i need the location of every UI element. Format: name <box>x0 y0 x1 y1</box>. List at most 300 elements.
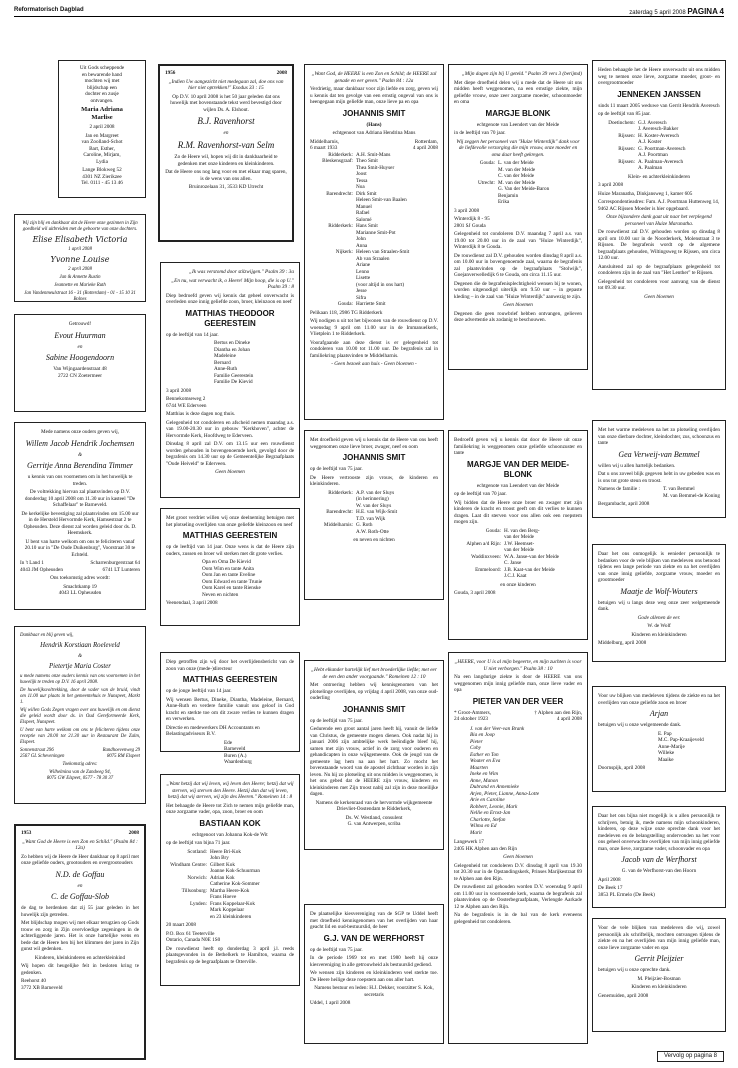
condolence-church-council <box>304 660 444 850</box>
place-label: Gouda: <box>479 160 495 166</box>
text-2: De voltrekking hiervan zal plaatsvinden op D.V. donderdag 10 april 2008 om 11.30 uur in kasteel "De Schaffelaar" te Barneveld. <box>24 489 136 508</box>
text-1: u mede namens onze ouders kennis van ons voornemen in het huwelijk te treden op D.V. 16 april 2008. <box>20 674 140 686</box>
list-line: 6 maart 1933 <box>310 145 338 151</box>
text-5: Ons toekomstig adres wordt: <box>50 575 110 581</box>
list-line: Reehorst 40 <box>21 978 46 984</box>
years <box>165 70 287 77</box>
bride-name: Gerritje Anna Berendina Timmer <box>27 461 133 470</box>
person-name: Erika <box>498 199 510 205</box>
no-flowers: Geen bloemen <box>503 854 533 860</box>
person-name: C. Janse <box>504 560 522 566</box>
list-line: Ontario, Canada N0E 1S0 <box>166 937 221 943</box>
text-1: Diep bedroefd geven wij kennis dat geheel onverwacht is overleden onze innig geliefde zoon, broer, kleinzoon en neef <box>166 292 294 305</box>
born <box>454 710 491 723</box>
place-label: Gouda: <box>337 301 353 307</box>
person-name: Mark Koppelaar <box>210 907 245 913</box>
intro: Wij zijn blij en dankbaar dat de Heere onze gezinnen in Zijn goedheid wil uitbreiden met de geboorte van onze dochters. <box>22 221 138 232</box>
list-line: Jan en Margreet <box>85 132 119 139</box>
list-line: Maaike <box>658 756 674 763</box>
place-label: Gouda: <box>485 527 501 534</box>
family-list <box>214 340 294 386</box>
list-line: Maarten <box>470 764 488 771</box>
thanks-quote: Wij zeggen het personeel van "Huize Winterdijk" dank voor de liefdevolle verzorging die mijn vrouw, onze moeder en oma daar heeft gekregen. <box>456 138 580 158</box>
person-name: J.B. Kaat-van der Meide <box>504 566 555 573</box>
sign-2: W. de Wolf <box>647 623 671 629</box>
deceased-name: Maatje de Wolf-Wouters <box>620 586 698 596</box>
address-left <box>20 748 64 760</box>
person-name: Hans Smit <box>356 223 378 229</box>
person-name: (voor altijd in ons hart) <box>356 281 405 288</box>
text-2: De huwelijksvoltrekking, door de vader van de bruid, vindt om 11.00 uur plaats in het gemeentehuis te Nunspeet, Markt 1. <box>20 688 140 706</box>
family-row <box>310 301 438 308</box>
place-label: Ridderkerk: <box>328 489 353 496</box>
bride-name: Sabine Hoogendoorn <box>45 353 115 362</box>
deceased-name: JOHANNIS SMIT <box>342 108 406 118</box>
address: Pelikaan 118, 2986 TG Ridderkerk <box>310 309 383 316</box>
person-name: H.E. van Wijk-Smit <box>356 509 398 515</box>
deceased-name: Gea Verweij-van Bemmel <box>618 449 700 459</box>
groom-name: Evout Huurman <box>54 330 106 340</box>
deceased-name: Gerrit Pleijzier <box>634 954 684 963</box>
deceased-name: MATTHIAS THEODOOR GEERESTEIN <box>185 308 275 328</box>
text-2: Gelegenheid tot condoleren D.V. dinsdag 8 april van 19.30 tot 20.30 uur in de Opstandingskerk, Prinses Marijkestraat 69 te Alphen aan den Rijn. <box>454 862 582 882</box>
person-name: H. van den Berg- <box>504 527 540 534</box>
nickname: (Hans) <box>366 121 382 128</box>
deceased-name: MATTHIAS GEERESTEIN <box>182 531 278 540</box>
list-line: 4301 NZ Zierikzee <box>82 173 122 180</box>
date-1: 1 april 2008 <box>68 246 92 252</box>
text-2: In de periode 1969 tot en met 1980 heeft hij onze kiesvereniging in alle getrouwheid als bestuurslid gediend. <box>310 955 438 968</box>
place-label <box>310 529 356 536</box>
no-flowers: Geen bloemen <box>644 293 674 300</box>
deceased-name: Jacob van de Werfhorst <box>621 855 697 864</box>
family-names <box>64 133 140 166</box>
text-1: Voor de vele blijken van medeleven die wij, zowel persoonlijk als schriftelijk, mochten ontvangen tijdens de ziekte en na het overlijden van mijn innig geliefde man, onze lieve zorgzame vader en opa <box>598 925 720 951</box>
text-2: de dag te herdenken dat zij 55 jaar geleden in het huwelijk zijn getreden. <box>21 905 139 918</box>
years <box>21 830 139 837</box>
birth-announcement-maria <box>58 60 146 198</box>
text-3: We wensen zijn kinderen en kleinkinderen veel sterkte toe. De Heere heilige deze roepstem aan ons aller hart. <box>310 970 438 983</box>
text-1: Op D.V. 10 april 2008 is het 50 jaar geleden dat ons huwelijk met bovenstaande tekst werd bevestigd door wijlen Ds. A. Elshout. <box>170 93 282 113</box>
list-line: Uit Gods scheppende <box>79 65 125 71</box>
text-4: Gelegenheid tot condoleren voor aanvang van de dienst tot 09.30 uur. <box>598 278 720 291</box>
text-1: De plaatselijke kiesvereniging van de SGP te Uddel heeft met droefheid kennisgenomen van het overlijden van haar geacht lid en oud-bestuurslid, de heer <box>310 911 438 930</box>
deceased-name: MATTHIAS GEERESTEIN <box>182 675 278 684</box>
condolence-grandparents <box>160 508 300 626</box>
age: op de leeftijd van 70 jaar. <box>454 491 507 497</box>
list-line: * Groot-Ammers, <box>454 709 491 716</box>
deceased-name: JENNEKEN JANSSEN <box>617 89 701 99</box>
person-name: G. Roth <box>356 522 373 528</box>
groom-name: Hendrik Korstiaan Roeleveld <box>40 641 120 649</box>
deceased-name: G.J. VAN DE WERFHORST <box>323 933 425 943</box>
age: in de leeftijd van 70 jaar. <box>454 130 506 136</box>
person-name: W. van der Sluys <box>356 502 392 509</box>
list-line: Anne, Manon <box>470 777 498 784</box>
text-3: Voorafgaande aan deze dienst is er gelegenheid tot condoleren van 10.00 tot 11.00 uur. De begrafenis zal in familiekring plaatsvinden te Middelharnis. <box>310 339 438 359</box>
date: 3 april 2008 <box>454 207 480 214</box>
list-line: Winterdijk 8 - 95 <box>454 216 490 222</box>
new-address <box>20 584 140 597</box>
text-2: Wij nodigen u uit tot het bijwonen van de rouwdienst op D.V. woensdag 9 april om 11.00 uur in de Immanuelkerk, Vlietplein 1 te Ridderkerk. <box>310 318 438 337</box>
list-line: † Alphen aan den Rijn, <box>534 709 582 716</box>
list-line: Barneveld <box>224 746 246 752</box>
address <box>454 216 582 229</box>
person-name: Ariane <box>356 262 371 268</box>
person-name: A.W. Roth-Otte <box>356 528 389 535</box>
person-name: Harriette Smit <box>356 301 386 307</box>
text-5: Degenen die geen rouwbrief hebben ontvangen, gelieven deze advertentie als zodanig te beschouwen. <box>454 310 582 323</box>
list-line: Oom Jan en tante Eveline <box>202 572 256 578</box>
list-line: 3772 XB Barneveld <box>21 984 63 991</box>
text-1: Na een langdurige ziekte is door de HEERE van ons weggenomen mijn innig geliefde man, onze lieve vader en opa <box>454 674 582 693</box>
list-line: Willeke <box>658 750 675 756</box>
quote: „HEERE, voor U is al mijn begeerte, en mijn zuchten is voor U niet verborgen." Psalm 38 : 10 <box>454 659 582 672</box>
thanks-gea-verweij <box>592 420 726 518</box>
place-label: Bleskensgraaf: <box>322 158 353 164</box>
text-4: Degenen die de begrafenisplechtigheid wensen bij te wonen, worden uitgenodigd uiterlijk om 9.50 uur – in gepaste kleding – in de zaal van "Huize Winterdijk" aanwezig te zijn. <box>454 280 582 300</box>
age: op de jonge leeftijd van 14 jaar. <box>166 688 232 694</box>
list-line: M. van Bemmel-de Koning <box>662 492 720 499</box>
signatories <box>310 815 438 828</box>
text-3: Dat u ons zoveel blijk gegeven hebt in uw gebeden was en is ons tot grote steun en troost. <box>598 471 720 484</box>
place-label: Utrecht: <box>478 179 495 186</box>
age: op de leeftijd van bijna 71 jaar. <box>166 840 231 846</box>
list-line: Tel. 0111 - 45 13 46 <box>81 180 123 187</box>
text-1: Voor uw blijken van medeleven tijdens de ziekte en na het overlijden van onze geliefde zoon en broer <box>598 693 720 706</box>
quote: „Want God, de HEERE is een Zon en Schild; de HEERE zal genade en eer geven." Psalm 84 : 12a <box>311 71 437 84</box>
deceased-name: JOHANNIS SMIT <box>342 453 406 462</box>
obituary-bastiaan-kok <box>160 774 300 986</box>
text-3: Dat de Heere ons nog lang voor en met elkaar mag sparen, is de wens van ons allen. <box>165 169 287 182</box>
thanks-maatje-de-wolf <box>592 544 726 662</box>
text-3: Namens de kerkenraad van de hervormde wijkgemeente Drievliet-Oostendam te Ridderkerk, <box>315 799 433 812</box>
wedding-announcement-jochemsen <box>14 422 146 610</box>
title: Getrouwd! <box>68 321 92 327</box>
list-line: 8075 RM Elspeet <box>106 754 140 760</box>
new-address <box>20 770 140 782</box>
family <box>598 486 720 499</box>
list-line: Oom Wim en tante Anita <box>202 565 254 572</box>
list-line: 3853 PL Ermelo (De Beek) <box>598 891 655 898</box>
place-label: Doetinchem: <box>608 119 635 126</box>
person-name: Lisette <box>356 275 371 281</box>
list-line: 4043 JM Opheusden <box>20 566 63 573</box>
list-line: Ineke en Wim <box>470 771 498 777</box>
husband-name: N.D. de Goffau <box>55 869 105 879</box>
intro: Dankbaar en blij geven wij, <box>20 633 74 638</box>
person-name: M. van der Meide <box>498 179 536 186</box>
address-right <box>103 748 140 760</box>
quote: „Mijn dagen zijn bij U geteld." Psalm 39 vers 3 (berijmd) <box>461 71 582 77</box>
date: 20 maart 2008 <box>166 922 196 928</box>
thanks-gerrit-pleijzier <box>592 918 726 1032</box>
date: 3 april 2008 <box>598 182 624 188</box>
died <box>534 710 582 723</box>
spouse: echtgenote van Leendert van der Meide <box>476 482 560 489</box>
list-line: Randhoevenweg 29 <box>102 748 140 754</box>
list-line: M.C. Pap-Kraaijeveld <box>658 737 704 743</box>
list-line: Arjen, Pieter, Lianne, Anna-Lotte <box>470 790 540 797</box>
person-name: Rafael <box>356 210 370 216</box>
spouse: echtgenoot van Johanna Kok-de Wit <box>192 831 268 838</box>
place-label: Emmeloord: <box>475 566 501 573</box>
text-5: Wij hopen dit heugelijke feit in besloten kring te gedenken. <box>21 963 139 976</box>
text-5: Toekomstig adres: <box>62 762 98 768</box>
sign-1: Gode allenen de eer. <box>637 614 681 621</box>
list-line: 2801 SJ Gouda <box>454 222 486 229</box>
address <box>64 167 140 187</box>
list-line: Langewerk 17 <box>454 839 484 845</box>
list-line: Bernard <box>214 359 231 366</box>
address <box>454 839 582 852</box>
person-name: Catherine Kok-Sommer <box>210 881 260 887</box>
condolence-smit-family <box>304 430 444 600</box>
groom-name: Willem Jacob Hendrik Jochemsen <box>25 438 135 448</box>
no-flowers: Geen bloemen <box>215 469 245 475</box>
family-row <box>598 165 720 172</box>
person-name: Jesse <box>356 288 367 294</box>
list-line: Bart, Esther, <box>89 145 115 152</box>
list-line: Bennekomseweg 2 <box>166 396 206 402</box>
died <box>413 139 438 152</box>
obituary-pieter-van-der-veer <box>448 652 588 1044</box>
list-line: Caroline, Mirjam, <box>83 152 121 159</box>
text-3: Wij willen Gods Zegen vragen over ons huwelijk en om dienst die geleid wordt door ds. in Oud Gereformeerde Kerk, Elspeet, Nunspeet. <box>20 708 140 726</box>
list-line: Coby <box>470 745 481 751</box>
text-1: Zo hebben wij de Heere de Heer dankbaar op 8 april met onze geliefde ouders, grootouders en overgrootouders <box>21 853 139 866</box>
text-4: Dinsdag 8 april zal D.V. om 13.15 uur een rouwdienst worden gehouden in bovengenoemde kerk, gevolgd door de begrafenis om 14.30 uur op de Gemeentelijke Begraafplaats "Oude Heiveld" te Ederveen. <box>166 441 294 467</box>
person-name: A.P. van der Sluys <box>356 489 395 496</box>
list-line: Waardenburg <box>224 759 252 765</box>
person-name: J. Averesch-Bakker <box>638 126 679 132</box>
quote: „Want God de Heere is een Zon en Schild." (Psalm 84 : 12a) <box>22 838 138 851</box>
child-name-1: Elise Elisabeth Victoria <box>32 234 128 244</box>
age: op de leeftijd van 85 jaar. <box>598 111 651 117</box>
person-name: Ab van Straalen <box>356 255 390 262</box>
parents: Jan & Annette Rustin <box>59 274 101 280</box>
list-line: T. van Bemmel <box>662 486 695 492</box>
date: April 2008 <box>598 876 621 883</box>
text-3: Met blijdschap mogen wij met elkaar terugzien op Gods trouw en zorg in Zijn overvloedige zegeningen in de achterliggende jaren. Het is onze hartelijke wens en bede dat de Heere hen bij het klimmen der jaren in Zijn gunst wil gedenken. <box>21 920 139 952</box>
person-name: en 23 kleinkinderen <box>210 913 252 920</box>
place-label <box>598 165 638 172</box>
husband-name: B.J. Ravenhorst <box>197 116 255 126</box>
list-line: Pieter <box>470 738 483 745</box>
ampersand: & <box>77 653 83 660</box>
list-line: Arie en Caroline <box>470 797 505 803</box>
family-table <box>598 120 720 172</box>
and-word: en <box>223 130 229 137</box>
list-line: Robbert, Leonie, Mark <box>470 803 518 810</box>
sign-2: Kinderen en kleinkinderen <box>631 984 687 990</box>
intro-lines <box>64 65 140 104</box>
child-name-2: Yvonne Louise <box>50 254 110 264</box>
no-flowers: Geen bloemen <box>503 302 533 308</box>
text-2: De rouwdienst zal D.V. gehouden worden op dinsdag 8 april om 10.00 uur in de Noorderkerk, Molenstraat 3 te Rijssen. De begrafenis wordt op de algemene begraafplaats gehouden, Wiltingsweg te Rijssen, om circa 12.00 uur. <box>598 229 720 261</box>
text-1: Heden behaagde het de Heere onverwacht uit ons midden weg te nemen onze lieve, zorgzame moeder, groot- en overgrootmoeder <box>598 67 720 86</box>
age: op de leeftijd van 75 jaar. <box>310 466 363 472</box>
list-line: 6741 LT Lunteren <box>102 566 140 573</box>
no-visits: - Geen bezoek aan huis - Geen bloemen - <box>331 361 417 367</box>
person-name: (in herinnering) <box>356 496 389 502</box>
obituary-matthias-geerestein <box>160 262 300 498</box>
place-label: Windham Centre: <box>170 861 207 868</box>
place-label: Nijkerk: <box>335 249 353 255</box>
family-table <box>166 849 294 921</box>
list-line: Diantha en Johan <box>214 346 251 353</box>
text-1: Met groot verdriet willen wij onze deelneming betuigen met het plotseling overlijden van onze geliefde kleinzoon en neef <box>166 515 294 528</box>
anniversary-de-goffau <box>14 824 146 1060</box>
address <box>166 931 294 944</box>
list-line: Charlotte, Stefan <box>470 816 506 823</box>
list-line: Buren (A.) <box>224 752 247 759</box>
person-name: T.D. van Wijk <box>356 515 386 522</box>
place-label: Lynden: <box>189 900 207 907</box>
family-names <box>663 486 720 499</box>
addresses <box>20 560 140 573</box>
obituary-margje-blonk <box>448 64 588 370</box>
text-1: Verdrietig, maar dankbaar voor zijn liefde en zorg, geven wij u kennis dat ten gevolge van een ernstig ongeval van ons is heengegaan mijn geliefde man, onze lieve pa en opa <box>310 86 438 105</box>
newspaper-name: Reformatorisch Dagblad <box>14 7 84 13</box>
place-label: Alphen a/d Rijn: <box>466 540 501 547</box>
place-label <box>166 914 210 921</box>
list-line: Ds. W. Westland, consulent <box>345 814 403 821</box>
sign: G. van de Werfhorst-van den Hoorn <box>621 868 697 874</box>
address: Huize Maranatha, Dinkjansweg 1, kamer 605 <box>598 190 693 197</box>
list-line: Middelharnis, <box>310 138 339 145</box>
family-table <box>310 152 438 308</box>
list-line: Wilhelmina van de Zandweg 94, <box>49 770 111 776</box>
person-name: Salomé <box>356 216 372 223</box>
person-name: Marianne Smit-Pot <box>356 229 396 236</box>
place-label: Scotland: <box>187 848 207 855</box>
place-label: Rijssen: <box>618 145 635 152</box>
spouse: echtgenote van Leendert van der Meide <box>476 121 560 128</box>
deceased-name: MARGJE VAN DER MEIDE-BLONK <box>466 459 570 479</box>
list-line: Lange Blokweg 52 <box>82 167 122 174</box>
place-label: Waddinxveen: <box>471 553 501 560</box>
list-line: Anne-Ruth <box>214 366 238 372</box>
quote: „Indien Uw aangezicht niet medegaan zal, doe ons van hier niet optrekken!" Exodus 33 : 15 <box>168 78 284 91</box>
person-name: Heleen van Straalen-Smit <box>356 249 410 255</box>
list-line: Neven en nichten <box>202 591 239 598</box>
text-2: De Heere vertrooste zijn vrouw, de kinderen en kleinkinderen. <box>310 474 438 487</box>
offices <box>224 740 294 766</box>
text-1: Met droefheid geven wij u kennis dat de Heere van ons heeft weggenomen onze lieve broer, zwager, neef en oom <box>310 437 438 450</box>
place-date: Gouda, 3 april 2008 <box>454 590 496 596</box>
person-name: Lenno <box>356 268 370 275</box>
list-line: Familie De Kievid <box>214 379 253 385</box>
text-4: Kinderen, kleinkinderen en achterkleinkind <box>34 954 126 961</box>
obituary-johannis-smit <box>304 64 444 420</box>
list-line: Sonnenstraat 296 <box>20 748 54 754</box>
family-row <box>454 199 582 206</box>
continued-on-page-link[interactable]: Vervolg op pagina 8 <box>657 1051 724 1063</box>
person-name: Anna <box>356 242 368 249</box>
place-label <box>454 573 504 580</box>
place-date: Doornspijk, april 2008 <box>598 765 646 771</box>
birth-date: 2 april 2008 <box>89 124 115 131</box>
bride-name: Pietertje Maria Coster <box>49 662 111 670</box>
list-line: In 't Land 1 <box>20 560 44 566</box>
text-3: De rouwdienst zal gehouden worden D.V. woensdag 9 april om 11.00 uur in voornoemde kerk, waarna de begrafenis zal plaatsvinden op de Oosterbegraafplaats, Verlengde Aarkade 12 te Alphen aan den Rijn. <box>454 884 582 910</box>
year-left: 1956 <box>165 70 176 76</box>
person-name: Joanne Kok-Schuurman <box>210 868 260 874</box>
list-line: ontvangen. <box>90 97 114 104</box>
text-4: U bent van harte welkom om ons te feliciteren tijdens onze receptie van 20.00 tot 21.30 uur in Restaurant De Zalm, Elspeet. <box>20 728 140 746</box>
text-3: Gelegenheid tot condoleren en afscheid nemen maandag a.s. van 19.00-20.30 uur in gebouw "Kerkhoven", achter de Hervormde Kerk, Hoofdweg te Ederveen. <box>166 419 294 439</box>
obituary-jenneken-janssen <box>592 60 726 390</box>
person-name: A.J. Koster <box>638 139 662 145</box>
list-line: 8075 GW Elspeet, 0577 - 78 30 37 <box>46 776 114 782</box>
quote: „Want hetzij dat wij leven, wij leven den Heere; hetzij dat wij sterven, wij sterven den Heere. Hetzij dan dat wij leven, hetzij dat wij sterven, wij zijn des Heeren." Romeinen 14 : 8 <box>166 781 294 800</box>
list-line: 6744 WE Ederveen <box>166 402 207 409</box>
family-table <box>454 160 582 206</box>
list-line: 4 april 2008 <box>556 716 582 722</box>
wedding-announcement-huurman <box>14 314 146 412</box>
person-name: A. Paalman <box>638 165 663 171</box>
person-name: A. Paalman-Averesch <box>638 158 684 165</box>
dates <box>310 139 438 152</box>
text-1: Bedroefd geven wij u kennis dat door de Heere uit onze familiekring is weggenomen onze geliefde schoonzuster en tante <box>454 437 582 456</box>
family-row <box>166 914 294 921</box>
year-right: 2008 <box>276 70 287 76</box>
deceased-name: BASTIAAN KOK <box>199 818 261 828</box>
person-name: Adrian Kok <box>210 874 235 881</box>
place-date: Genemuiden, april 2008 <box>598 992 649 999</box>
tail: Klein- en achterkleinkinderen <box>628 173 690 180</box>
quote: „Hebt elkander hartelijk lief met broederlijke liefde; met eer de een den ander voorgaande." Romeinen 12 : 10 <box>311 667 437 680</box>
condolence-dh-accountants <box>160 652 300 765</box>
intro: Mede namens onze ouders geven wij, <box>40 429 120 435</box>
year-left: 1953 <box>21 830 32 836</box>
list-line: 2405 HK Alphen aan den Rijn <box>454 845 517 852</box>
list-line: Bertus en Dineke <box>214 340 251 346</box>
page-date-number: zaterdag 5 april 2008 PAGINA 4 <box>629 7 724 16</box>
family-label: Namens de familie : <box>598 486 640 492</box>
address-right <box>90 560 140 573</box>
place-label: Barendrecht: <box>326 190 353 197</box>
text-2: Wij bidden dat de Heere onze broer en zwager met zijn kinderen de kracht en troost geeft om dit verlies te kunnen dragen. Laat dit sterven voor ons allen ook een roepstem mogen zijn. <box>454 499 582 525</box>
list-line: Marit <box>470 829 482 836</box>
person-name: A.J. Poortman <box>638 152 668 158</box>
list-line: Smachtkamp 19 <box>63 583 97 590</box>
family-list <box>202 559 294 598</box>
list-line: Opa en Oma De Kievid <box>202 559 251 565</box>
place-date: Veenendaal, 3 april 2008 <box>166 600 218 606</box>
person-name: H. Koster-Averesch <box>638 132 679 139</box>
text-1: u kennis van ons voornemen om in het huwelijk te treden. <box>27 474 133 487</box>
person-name: C. van der Meide <box>498 173 535 179</box>
deceased-name: PIETER VAN DER VEER <box>472 696 564 706</box>
list-line: mochten wij met <box>84 78 120 84</box>
address <box>598 885 720 898</box>
place-label: Ridderkerk: <box>328 151 353 158</box>
year-right: 2008 <box>128 830 139 836</box>
person-name: L. van der Meide <box>498 160 534 166</box>
person-name: Benjamin <box>498 192 519 199</box>
list-line: De Beek 17 <box>598 885 623 891</box>
age: op de leeftijd van 14 jaar. <box>166 331 219 338</box>
person-name: J.C.J. Kaat <box>504 573 527 579</box>
family-list <box>658 731 720 764</box>
text-4: Namens bestuur en leden: H.J. Dekker, voorzitter S. Kok, secretaris <box>314 985 434 998</box>
list-line: P.O. Box 61 Teeterville <box>166 930 215 937</box>
list-line: Ede <box>224 739 233 746</box>
text-2: Zo de Heere wil, hopen wij dit in dankbaarheid te gedenken met onze kinderen en kleinkinderen. <box>174 154 278 167</box>
list-line: en bewarende hand <box>81 71 123 78</box>
